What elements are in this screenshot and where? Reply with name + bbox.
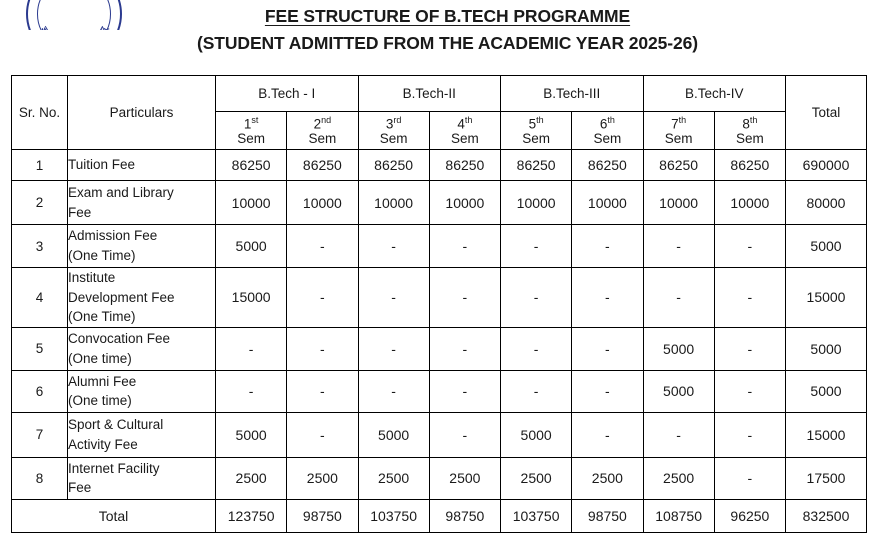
cell-sem-8-value: - xyxy=(714,225,785,268)
cell-sem-4-value: 86250 xyxy=(429,150,500,181)
cell-sr-no: 7 xyxy=(12,412,68,457)
cell-row-total: 690000 xyxy=(786,150,867,181)
cell-sem-7-value: 10000 xyxy=(643,181,714,225)
table-row xyxy=(12,327,867,370)
cell-row-total: 17500 xyxy=(786,457,867,499)
col-header-sem-2: 2nd Sem xyxy=(287,112,358,150)
cell-sem-6-value: - xyxy=(572,370,643,412)
cell-sem-3-value: - xyxy=(358,268,429,328)
cell-sem-2-value: - xyxy=(287,225,358,268)
cell-sem-4-value: - xyxy=(429,225,500,268)
total-sem-1-value: 123750 xyxy=(216,499,287,532)
col-header-group-btech-3: B.Tech-III xyxy=(501,76,644,112)
cell-particulars: Institute Development Fee (One Time) xyxy=(68,268,216,328)
total-sem-4-value: 98750 xyxy=(429,499,500,532)
cell-sem-3-value: - xyxy=(358,327,429,370)
cell-particulars: Admission Fee (One Time) xyxy=(68,225,216,268)
cell-sem-5-value: 2500 xyxy=(501,457,572,499)
cell-sem-1-value: 10000 xyxy=(216,181,287,225)
cell-sem-5-value: - xyxy=(501,370,572,412)
total-sem-3-value: 103750 xyxy=(358,499,429,532)
header-row-groups xyxy=(12,76,867,112)
cell-sem-3-value: - xyxy=(358,370,429,412)
cell-sem-5-value: 5000 xyxy=(501,412,572,457)
cell-sem-4-value: - xyxy=(429,412,500,457)
cell-sem-3-value: 2500 xyxy=(358,457,429,499)
cell-sem-6-value: - xyxy=(572,327,643,370)
col-header-sem-6: 6th Sem xyxy=(572,112,643,150)
cell-sem-1-value: 2500 xyxy=(216,457,287,499)
cell-sem-7-value: 86250 xyxy=(643,150,714,181)
cell-sem-2-value: 2500 xyxy=(287,457,358,499)
cell-sem-6-value: - xyxy=(572,412,643,457)
cell-particulars: Exam and Library Fee xyxy=(68,181,216,225)
cell-row-total: 80000 xyxy=(786,181,867,225)
col-header-total: Total xyxy=(786,76,867,150)
total-sem-5-value: 103750 xyxy=(501,499,572,532)
cell-sem-7-value: 5000 xyxy=(643,370,714,412)
cell-sem-7-value: - xyxy=(643,268,714,328)
col-header-sem-3: 3rd Sem xyxy=(358,112,429,150)
cell-sem-4-value: 2500 xyxy=(429,457,500,499)
seal-bottom-text: ज्ञाने च शरणे नार्ये प्रतिष्ठितम् xyxy=(39,24,109,53)
cell-sem-5-value: - xyxy=(501,225,572,268)
page-title: FEE STRUCTURE OF B.TECH PROGRAMME xyxy=(264,6,631,26)
cell-sr-no: 4 xyxy=(12,268,68,328)
cell-particulars: Sport & Cultural Activity Fee xyxy=(68,412,216,457)
cell-sem-2-value: - xyxy=(287,327,358,370)
table-row xyxy=(12,412,867,457)
cell-sem-7-value: - xyxy=(643,225,714,268)
cell-particulars: Alumni Fee (One time) xyxy=(68,370,216,412)
cell-sem-1-value: - xyxy=(216,370,287,412)
cell-sem-1-value: 15000 xyxy=(216,268,287,328)
table-row xyxy=(12,457,867,499)
cell-sem-6-value: 2500 xyxy=(572,457,643,499)
total-sem-6-value: 98750 xyxy=(572,499,643,532)
cell-sr-no: 1 xyxy=(12,150,68,181)
grand-total-value: 832500 xyxy=(786,499,867,532)
cell-sem-3-value: - xyxy=(358,225,429,268)
table-row xyxy=(12,225,867,268)
cell-sem-5-value: - xyxy=(501,327,572,370)
col-header-group-btech-2: B.Tech-II xyxy=(358,76,501,112)
cell-sem-5-value: 10000 xyxy=(501,181,572,225)
cell-sem-4-value: - xyxy=(429,370,500,412)
cell-sem-8-value: 10000 xyxy=(714,181,785,225)
cell-sem-6-value: 10000 xyxy=(572,181,643,225)
table-row xyxy=(12,181,867,225)
table-body xyxy=(12,150,867,533)
cell-sem-2-value: 10000 xyxy=(287,181,358,225)
col-header-sem-1: 1st Sem xyxy=(216,112,287,150)
cell-sem-3-value: 86250 xyxy=(358,150,429,181)
cell-sem-6-value: - xyxy=(572,225,643,268)
col-header-sem-7: 7th Sem xyxy=(643,112,714,150)
cell-particulars: Tuition Fee xyxy=(68,150,216,181)
cell-sem-1-value: 5000 xyxy=(216,412,287,457)
cell-sem-1-value: - xyxy=(216,327,287,370)
cell-sem-8-value: - xyxy=(714,457,785,499)
col-header-sr-no: Sr. No. xyxy=(12,76,68,150)
cell-sem-2-value: - xyxy=(287,268,358,328)
cell-sr-no: 8 xyxy=(12,457,68,499)
cell-sem-4-value: 10000 xyxy=(429,181,500,225)
cell-sem-7-value: - xyxy=(643,412,714,457)
table-row xyxy=(12,370,867,412)
total-sem-7-value: 108750 xyxy=(643,499,714,532)
table-row xyxy=(12,150,867,181)
col-header-sem-5: 5th Sem xyxy=(501,112,572,150)
cell-row-total: 15000 xyxy=(786,412,867,457)
cell-sr-no: 5 xyxy=(12,327,68,370)
cell-sem-2-value: - xyxy=(287,370,358,412)
cell-row-total: 5000 xyxy=(786,225,867,268)
cell-sem-8-value: - xyxy=(714,370,785,412)
cell-sr-no: 3 xyxy=(12,225,68,268)
col-header-particulars: Particulars xyxy=(68,76,216,150)
cell-sem-3-value: 10000 xyxy=(358,181,429,225)
col-header-group-btech-4: B.Tech-IV xyxy=(643,76,786,112)
col-header-group-btech-1: B.Tech - I xyxy=(216,76,359,112)
cell-sem-4-value: - xyxy=(429,327,500,370)
cell-sem-1-value: 5000 xyxy=(216,225,287,268)
table-head xyxy=(12,76,867,150)
total-sem-8-value: 96250 xyxy=(714,499,785,532)
cell-sem-3-value: 5000 xyxy=(358,412,429,457)
cell-sem-6-value: 86250 xyxy=(572,150,643,181)
page-subtitle: (STUDENT ADMITTED FROM THE ACADEMIC YEAR 2025-26) xyxy=(196,33,699,53)
cell-sem-8-value: 86250 xyxy=(714,150,785,181)
total-sem-2-value: 98750 xyxy=(287,499,358,532)
cell-sr-no: 6 xyxy=(12,370,68,412)
total-row-label: Total xyxy=(12,499,216,532)
cell-particulars: Internet Facility Fee xyxy=(68,457,216,499)
col-header-sem-8: 8th Sem xyxy=(714,112,785,150)
table-total-row xyxy=(12,499,867,532)
cell-sem-7-value: 2500 xyxy=(643,457,714,499)
table-row xyxy=(12,268,867,328)
cell-sr-no: 2 xyxy=(12,181,68,225)
cell-sem-5-value: 86250 xyxy=(501,150,572,181)
cell-sem-1-value: 86250 xyxy=(216,150,287,181)
cell-row-total: 5000 xyxy=(786,327,867,370)
cell-sem-8-value: - xyxy=(714,268,785,328)
cell-sem-5-value: - xyxy=(501,268,572,328)
cell-particulars: Convocation Fee (One time) xyxy=(68,327,216,370)
cell-sem-2-value: - xyxy=(287,412,358,457)
cell-row-total: 15000 xyxy=(786,268,867,328)
cell-sem-8-value: - xyxy=(714,327,785,370)
cell-sem-4-value: - xyxy=(429,268,500,328)
col-header-sem-4: 4th Sem xyxy=(429,112,500,150)
cell-sem-8-value: - xyxy=(714,412,785,457)
fee-structure-table xyxy=(11,75,867,533)
cell-sem-7-value: 5000 xyxy=(643,327,714,370)
document-header xyxy=(0,6,895,54)
cell-sem-6-value: - xyxy=(572,268,643,328)
cell-row-total: 5000 xyxy=(786,370,867,412)
cell-sem-2-value: 86250 xyxy=(287,150,358,181)
